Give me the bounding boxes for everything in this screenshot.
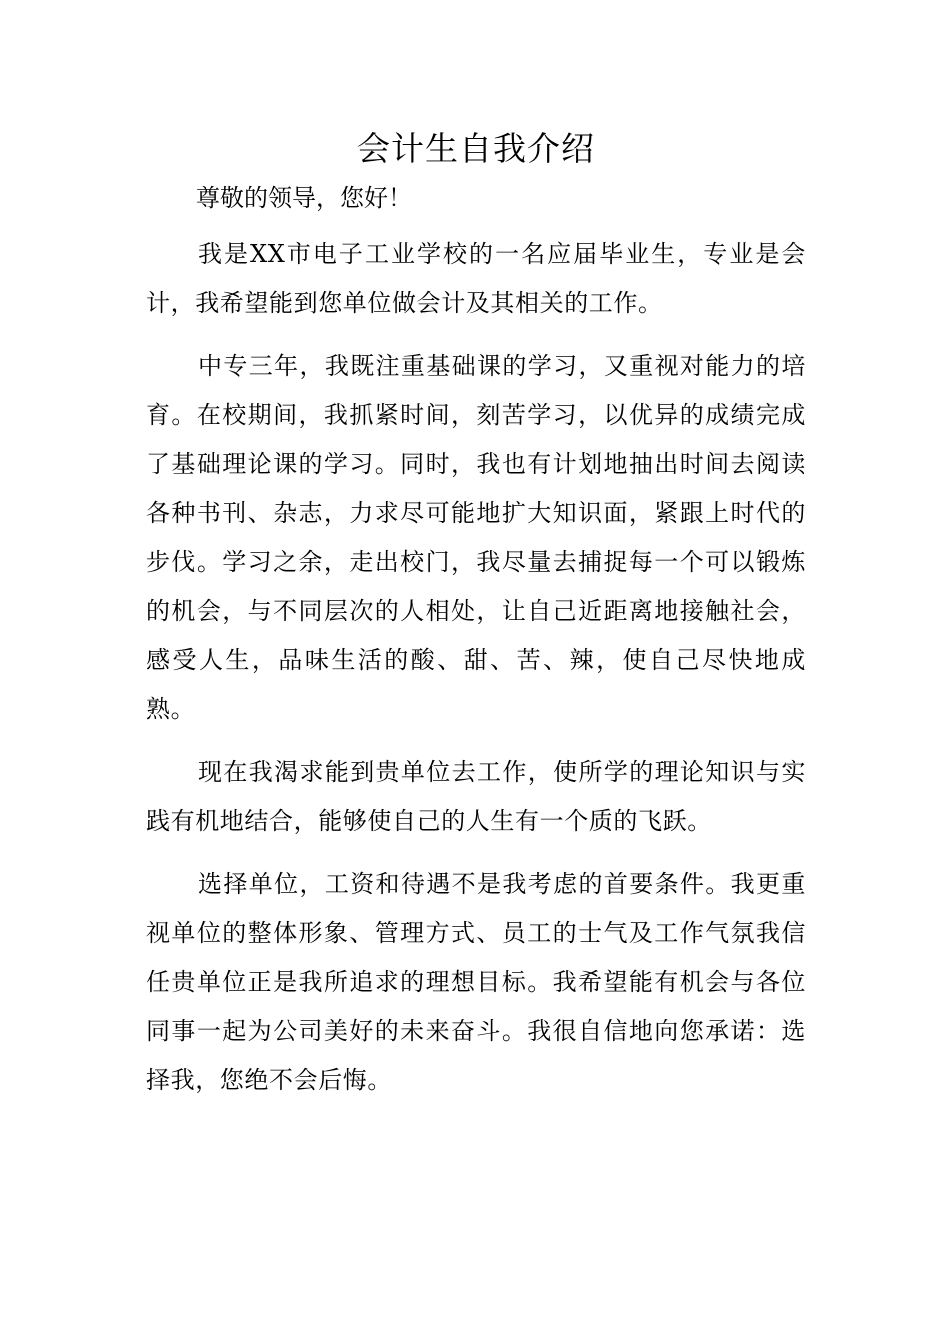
paragraph-goal: 现在我渴求能到贵单位去工作，使所学的理论知识与实践有机地结合，能够使自己的人生有一个质的飞跃。	[146, 758, 806, 835]
document-title: 会计生自我介绍	[357, 129, 595, 168]
paragraph-choice: 选择单位，工资和待遇不是我考虑的首要条件。我更重视单位的整体形象、管理方式、员工的士气及工作气氛我信任贵单位正是我所追求的理想目标。我希望能有机会与各位同事一起为公司美好的未来奋斗。我很自信地向您承诺：选择我，您绝不会后悔。	[146, 870, 806, 1094]
document-page	[146, 124, 806, 1119]
paragraph-intro: 我是XX市电子工业学校的一名应届毕业生，专业是会计，我希望能到您单位做会计及其相关的工作。	[146, 240, 806, 317]
greeting-line: 尊敬的领导，您好！	[196, 184, 412, 212]
paragraph-study: 中专三年，我既注重基础课的学习，又重视对能力的培育。在校期间，我抓紧时间，刻苦学习，以优异的成绩完成了基础理论课的学习。同时，我也有计划地抽出时间去阅读各种书刊、杂志，力求尽可能地扩大知识面，紧跟上时代的步伐。学习之余，走出校门，我尽量去捕捉每一个可以锻炼的机会，与不同层次的人相处，让自己近距离地接触社会，感受人生，品味生活的酸、甜、苦、辣，使自己尽快地成熟。	[146, 352, 806, 723]
